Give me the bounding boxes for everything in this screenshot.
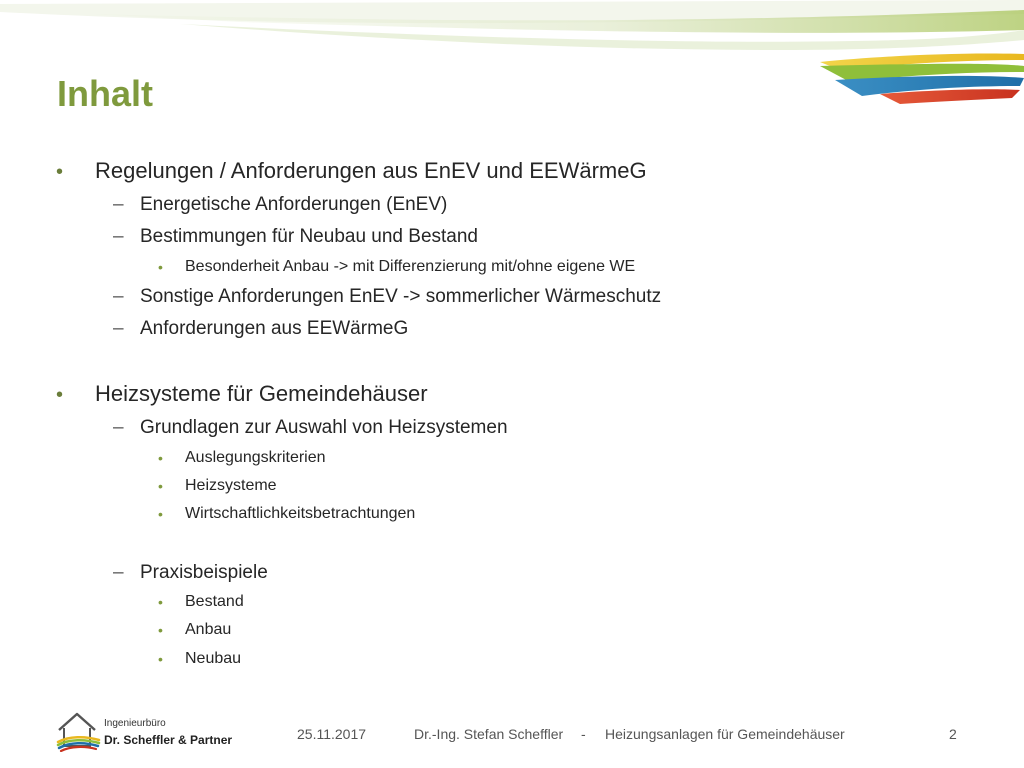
list-item: Anforderungen aus EEWärmeG — [140, 318, 409, 339]
company-name: Dr. Scheffler & Partner — [104, 733, 233, 747]
list-item: Bestimmungen für Neubau und Bestand — [140, 226, 478, 247]
dash-icon: – — [113, 286, 124, 307]
bullet-icon: • — [158, 506, 163, 522]
footer-author: Dr.-Ing. Stefan Scheffler — [414, 726, 564, 742]
list-item: Praxisbeispiele — [140, 562, 268, 583]
bullet-icon: • — [56, 384, 64, 406]
list-item: Grundlagen zur Auswahl von Heizsystemen — [140, 417, 508, 438]
bullet-icon: • — [158, 651, 163, 667]
house-logo-icon — [55, 708, 101, 752]
company-label: Ingenieurbüro — [104, 718, 166, 729]
footer-date: 25.11.2017 — [297, 726, 367, 742]
list-item: Heizsysteme — [185, 477, 277, 494]
list-item: Auslegungskriterien — [185, 449, 326, 466]
bullet-icon: • — [56, 161, 64, 183]
footer-topic: Heizungsanlagen für Gemeindehäuser — [605, 726, 845, 742]
slide-title: Inhalt — [57, 73, 153, 114]
list-item: Energetische Anforderungen (EnEV) — [140, 194, 448, 215]
bullet-icon: • — [158, 594, 163, 610]
dash-icon: – — [113, 417, 124, 438]
list-item: Regelungen / Anforderungen aus EnEV und EEWärmeG — [95, 158, 647, 183]
page-number: 2 — [949, 726, 957, 742]
bullet-icon: • — [158, 622, 163, 638]
list-item: Wirtschaftlichkeitsbetrachtungen — [185, 505, 416, 522]
list-item: Besonderheit Anbau -> mit Differenzierung mit/ohne eigene WE — [185, 258, 636, 275]
dash-icon: – — [113, 562, 124, 583]
dash-icon: – — [113, 194, 124, 215]
list-item: Neubau — [185, 650, 242, 667]
bullet-icon: • — [158, 478, 163, 494]
slide-footer — [0, 700, 1024, 768]
list-item: Sonstige Anforderungen EnEV -> sommerlicher Wärmeschutz — [140, 286, 662, 307]
list-item: Anbau — [185, 621, 232, 638]
footer-separator: - — [581, 726, 586, 742]
dash-icon: – — [113, 318, 124, 339]
bullet-icon: • — [158, 259, 163, 275]
bullet-icon: • — [158, 450, 163, 466]
list-item: Heizsysteme für Gemeindehäuser — [95, 381, 428, 406]
dash-icon: – — [113, 226, 124, 247]
list-item: Bestand — [185, 593, 244, 610]
